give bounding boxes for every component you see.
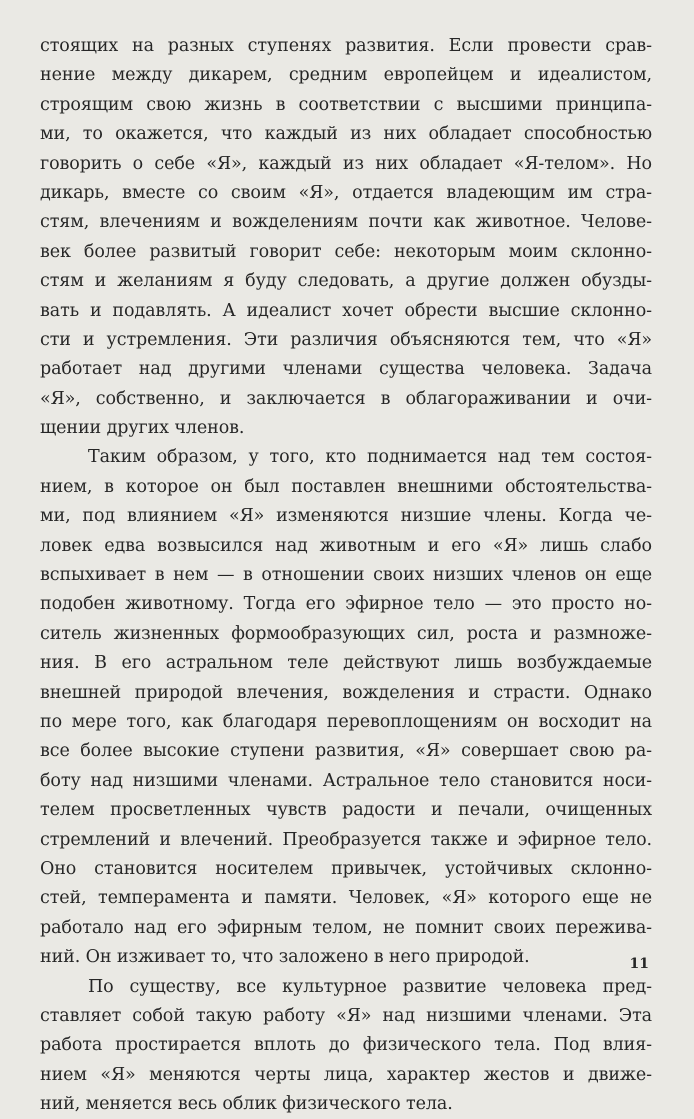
text-line: нием «Я» меняются черты лица, характер жестов и движе- [40,1061,652,1090]
text-line: телем просветленных чувств радости и печали, очищенных [40,796,652,825]
text-line: Оно становится носителем привычек, устойчивых склонно- [40,855,652,884]
text-line: внешней природой влечения, вожделения и страсти. Однако [40,679,652,708]
text-line: вать и подавлять. А идеалист хочет обрести высшие склонно- [40,297,652,326]
text-line: стям, влечениям и вожделениям почти как животное. Челове- [40,208,652,237]
text-line: говорить о себе «Я», каждый из них обладает «Я-телом». Но [40,150,652,179]
text-line: по мере того, как благодаря перевоплощениям он восходит на [40,708,652,737]
text-line: все более высокие ступени развития, «Я» совершает свою ра- [40,737,652,766]
text-line: щении других членов. [40,414,652,443]
text-line: ситель жизненных формообразующих сил, роста и размноже- [40,620,652,649]
text-line: стям и желаниям я буду следовать, а другие должен обузды- [40,267,652,296]
text-line: ний, меняется весь облик физического тела. [40,1090,652,1119]
text-line: нием, в которое он был поставлен внешними обстоятельства- [40,473,652,502]
text-line: строящим свою жизнь в соответствии с высшими принципа- [40,91,652,120]
text-line: Таким образом, у того, кто поднимается над тем состоя- [40,443,652,472]
text-line: подобен животному. Тогда его эфирное тело — это просто но- [40,590,652,619]
text-line: ний. Он изживает то, что заложено в него природой. [40,943,652,972]
text-line: По существу, все культурное развитие человека пред- [40,973,652,1002]
text-line: работа простирается вплоть до физического тела. Под влия- [40,1031,652,1060]
text-line: вспыхивает в нем — в отношении своих низших членов он еще [40,561,652,590]
paragraph-1 [40,32,652,443]
page-number: 11 [630,956,649,972]
text-line: ми, то окажется, что каждый из них обладает способностью [40,120,652,149]
paragraph-3 [40,973,652,1119]
text-line: стей, темперамента и памяти. Человек, «Я» которого еще не [40,884,652,913]
text-line: сти и устремления. Эти различия объясняются тем, что «Я» [40,326,652,355]
text-line: работает над другими членами существа человека. Задача [40,355,652,384]
text-line: ловек едва возвысился над животным и его «Я» лишь слабо [40,532,652,561]
text-line: ния. В его астральном теле действуют лишь возбуждаемые [40,649,652,678]
paragraph-2 [40,443,652,972]
text-line: ставляет собой такую работу «Я» над низшими членами. Эта [40,1002,652,1031]
text-line: боту над низшими членами. Астральное тело становится носи- [40,767,652,796]
text-line: дикарь, вместе со своим «Я», отдается владеющим им стра- [40,179,652,208]
page-text [40,32,652,1119]
text-line: ми, под влиянием «Я» изменяются низшие члены. Когда че- [40,502,652,531]
text-line: стоящих на разных ступенях развития. Если провести срав- [40,32,652,61]
text-line: нение между дикарем, средним европейцем и идеалистом, [40,61,652,90]
text-line: век более развитый говорит себе: некоторым моим склонно- [40,238,652,267]
text-line: стремлений и влечений. Преобразуется также и эфирное тело. [40,826,652,855]
text-line: работало над его эфирным телом, не помнит своих пережива- [40,914,652,943]
text-line: «Я», собственно, и заключается в облагораживании и очи- [40,385,652,414]
